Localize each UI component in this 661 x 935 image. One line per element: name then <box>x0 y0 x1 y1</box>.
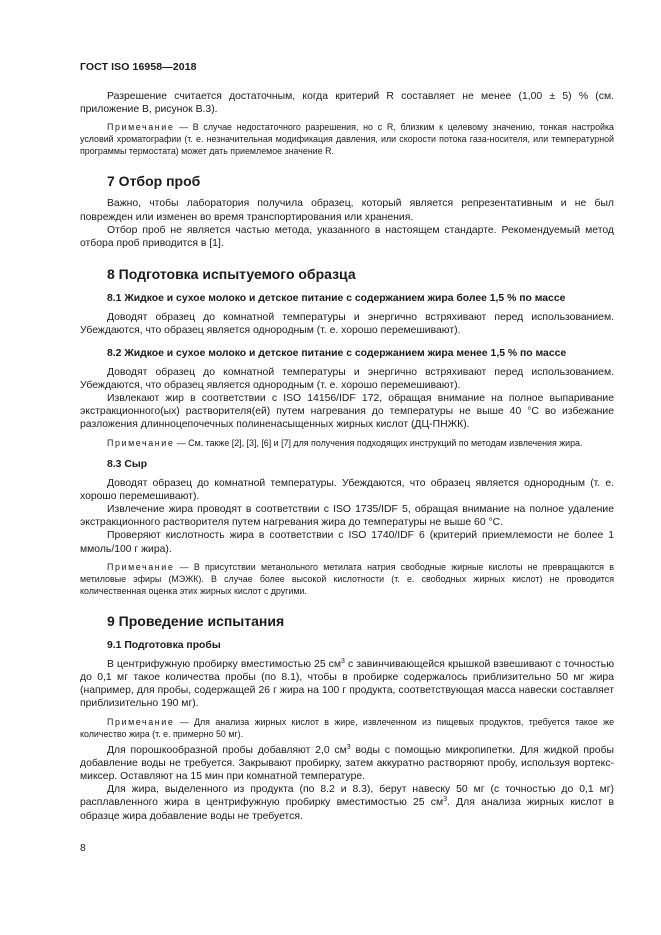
section-9-1-note <box>80 716 614 740</box>
section-9-heading: 9 Проведение испытания <box>107 612 285 629</box>
document-header: ГОСТ ISO 16958—2018 <box>80 61 197 73</box>
section-9-1-paragraph-3 <box>80 783 614 823</box>
section-8-3-heading: 8.3 Сыр <box>107 458 148 470</box>
section-8-2-note <box>80 437 614 449</box>
note-label: Примечание <box>107 122 175 133</box>
text-run: В центрифужную пробирку вместимостью 25 см <box>107 658 342 670</box>
superscript: 3 <box>443 796 448 804</box>
text-run: . Для анализа жирных кислот в образце жира добавление воды не требуется. <box>80 797 614 822</box>
section-8-3-paragraph-2: Извлечение жира проводят в соответствии с ISO 1735/IDF 5, обращая внимание на полное удаление экстракционного растворителя путем нагревания жира до температуры не выше 60 °С. <box>80 504 614 529</box>
text-run: Для порошкообразной пробы добавляют 2,0 см <box>107 744 347 756</box>
section-9-1-paragraph-2 <box>80 744 614 784</box>
document-body <box>80 90 614 823</box>
section-8-2-heading: 8.2 Жидкое и сухое молоко и детское питание с содержанием жира менее 1,5 % по массе <box>107 347 567 359</box>
intro-note <box>80 121 614 157</box>
note-text: — В присутствии метанольного метилата натрия свободные жирные кислоты не превращаются в метиловые эфиры (МЭЖК). В случае более высокой кислотности (т. е. свободных жирных кислот) не проводится количественная оценка этих жирных кислот с другими. <box>80 561 614 596</box>
section-7-paragraph-1: Важно, чтобы лаборатория получила образец, который является репрезентативным и не был поврежден или изменен во время транспортирования или хранения. <box>80 198 614 223</box>
section-8-3-note <box>80 561 614 597</box>
note-label: Примечание <box>107 716 175 727</box>
note-text: — См. также [2], [3], [6] и [7] для получения подходящих инструкций по методам извлечения жира. <box>174 437 583 448</box>
text-run: Для жира, выделенного из продукта (по 8.2 и 8.3), берут навеску 50 мг (с точностью до 0,1 мг) расплавленного жира в центрифужную пробирку вместимостью 25 см <box>80 784 614 809</box>
intro-paragraph: Разрешение считается достаточным, когда критерий R составляет не менее (1,00 ± 5) % (см. приложение В, рисунок В.3). <box>80 91 614 116</box>
section-8-3-paragraph-1: Доводят образец до комнатной температуры. Убеждаются, что образец является однородным (т. е. хорошо перемешивают). <box>80 477 614 502</box>
superscript: 3 <box>341 657 345 665</box>
section-8-2-paragraph-2: Извлекают жир в соответствии с ISO 14156/IDF 172, обращая внимание на полное выпаривание экстракционного(ых) растворителя(ей) путем нагревания до температуры не выше 40 °С во избежание разложения длинноцепочечных полиненасыщенных жирных кислот (ДЦ-ПНЖК). <box>80 393 614 431</box>
section-8-2-paragraph-1: Доводят образец до комнатной температуры и энергично встряхивают перед использованием. Убеждаются, что образец является однородным (т. е. хорошо перемешивают). <box>80 366 614 391</box>
section-8-1-paragraph: Доводят образец до комнатной температуры и энергично встряхивают перед использованием. Убеждаются, что образец является однородным (т. е. хорошо перемешивают). <box>80 312 614 337</box>
note-label: Примечание <box>107 561 175 572</box>
section-7-paragraph-2: Отбор проб не является частью метода, указанного в настоящем стандарте. Рекомендуемый метод отбора проб приводится в [1]. <box>80 224 614 250</box>
text-run: воды с помощью микропипетки. Для жидкой пробы добавление воды не требуется. Закрывают пробирку, затем аккуратно растворяют пробу, используя вортекс-миксер. Оставляют на 15 мин при комнатной температуре. <box>80 744 614 783</box>
section-7-heading: 7 Отбор проб <box>107 173 201 190</box>
text-run: с завинчивающейся крышкой взвешивают с точностью до 0,1 мг такое количества пробы (по 8.1), чтобы в пробирке содержалось приблизительно 50 мг жира (например, для пробы, содержащей 26 г жира на 100 г продукта, соответствующая масса навески составляет приблизительно 190 мг). <box>80 658 614 710</box>
note-label: Примечание <box>107 437 175 448</box>
page-number: 8 <box>80 843 86 854</box>
superscript: 3 <box>346 743 351 751</box>
note-text: — В случае недостаточного разрешения, но с R, близким к целевому значению, тонкая настройка условий хроматографии (т. е. незначительная модификация давления, или скорости потока газа-носителя, или температурной программы термостата) может дать приемлемое значение R. <box>80 122 614 157</box>
section-9-1-heading: 9.1 Подготовка пробы <box>107 639 221 651</box>
section-8-heading: 8 Подготовка испытуемого образца <box>107 266 356 283</box>
section-8-3-paragraph-3: Проверяют кислотность жира в соответствии с ISO 1740/IDF 6 (критерий приемлемости не более 1 ммоль/100 г жира). <box>80 530 614 555</box>
note-text: — Для анализа жирных кислот в жире, извлеченном из пищевых продуктов, требуется такое же количество жира (т. е. примерно 50 мг). <box>80 716 614 739</box>
section-8-1-heading: 8.1 Жидкое и сухое молоко и детское питание с содержанием жира более 1,5 % по массе <box>107 293 566 305</box>
section-9-1-paragraph-1 <box>80 658 614 711</box>
